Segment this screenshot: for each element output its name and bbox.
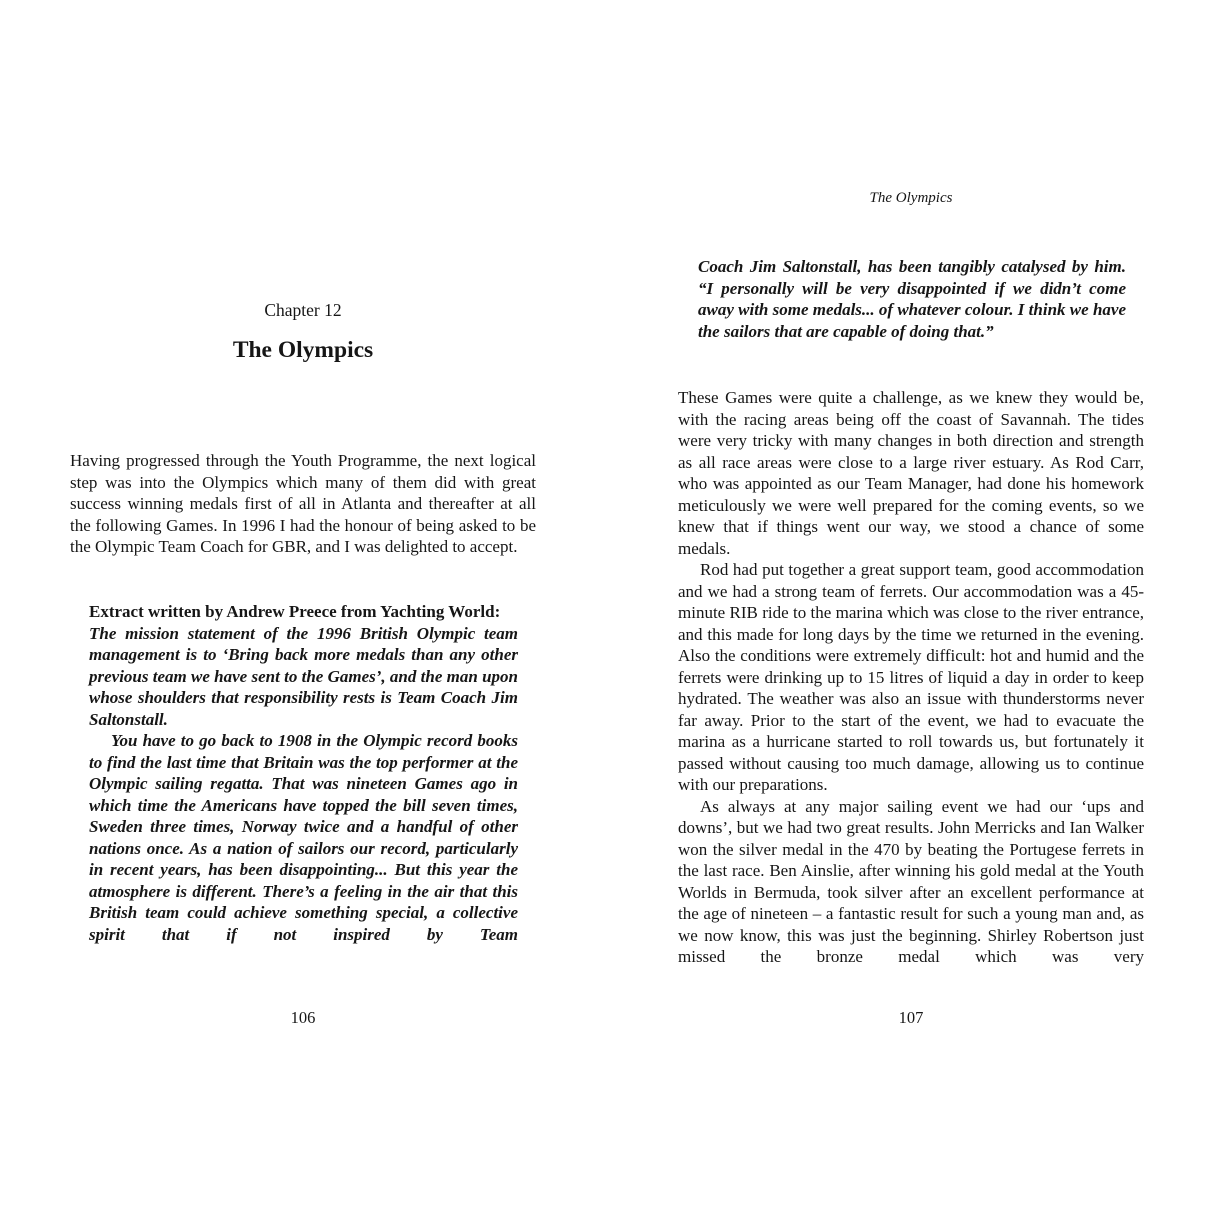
body-paragraph: Rod had put together a great support team, good accommodation and we had a strong team of ferrets. Our accommodation was a 45-minute RIB ride to the marina which was close to the river entrance, and this made for long days by the time we returned in the evening. Also the conditions were extremely difficult: hot and humid and the ferrets were drinking up to 15 litres of liquid a day in order to keep hydrated. The weather was also an issue with thunderstorms never far away. Prior to the start of the event, we had to evacuate the marina as a hurricane started to roll towards us, but fortunately it passed without causing too much damage, allowing us to continue with our preparations. <box>678 560 1144 794</box>
quote-block <box>678 256 1144 342</box>
chapter-title: The Olympics <box>232 337 374 363</box>
body-paragraph: As always at any major sailing event we had our ‘ups and downs’, but we had two great results. John Merricks and Ian Walker won the silver medal in the 470 by beating the Portugese ferrets in the last race. Ben Ainslie, after winning his gold medal at the Youth Worlds in Bermuda, took silver after an excellent performance at the age of nineteen – a fantastic result for such a young man and, as we now know, this was just the beginning. Shirley Robertson just missed the bronze medal which was very <box>678 796 1144 966</box>
quote-continuation-paragraph: Coach Jim Saltonstall, has been tangibly catalysed by him. “I personally will be very disappointed if we didn’t come away with some medals... of whatever colour. I think we have the sailors that are capable of doing that.” <box>698 257 1126 341</box>
running-header: The Olympics <box>869 190 953 206</box>
extract-paragraph: You have to go back to 1908 in the Olympic record books to find the last time that Britain was the top performer at the Olympic sailing regatta. That was nineteen Games ago in which time the Americans have topped the bill seven times, Sweden three times, Norway twice and a handful of other nations once. As a nation of sailors our record, particularly in recent years, has been disappointing... But this year the atmosphere is different. There’s a feeling in the air that this British team could achieve something special, a collective spirit that if not inspired by Team <box>89 731 518 944</box>
left-page-number: 106 <box>290 1008 316 1027</box>
extract-block <box>70 601 536 945</box>
chapter-label: Chapter 12 <box>264 300 342 320</box>
extract-paragraph: The mission statement of the 1996 British Olympic team management is to ‘Bring back more medals than any other previous team we have sent to the Games’, and the man upon whose shoulders that responsibility rests is Team Coach Jim Saltonstall. <box>89 623 518 729</box>
intro-paragraph: Having progressed through the Youth Programme, the next logical step was into the Olympics which many of them did with great success winning medals first of all in Atlanta and thereafter at all the following Games. In 1996 I had the honour of being asked to be the Olympic Team Coach for GBR, and I was delighted to accept. <box>70 451 536 556</box>
right-body-section <box>678 387 1144 968</box>
left-intro-section <box>70 450 536 558</box>
body-paragraph: These Games were quite a challenge, as we knew they would be, with the racing areas being off the coast of Savannah. The tides were very tricky with many changes in both direction and strength as all race areas were close to a large river estuary. As Rod Carr, who was appointed as our Team Manager, had done his homework meticulously we were well prepared for the coming events, so we knew that if things went our way, we stood a chance of some medals. <box>678 388 1144 558</box>
extract-heading: Extract written by Andrew Preece from Yachting World: <box>89 602 501 621</box>
right-page-number: 107 <box>898 1008 924 1027</box>
